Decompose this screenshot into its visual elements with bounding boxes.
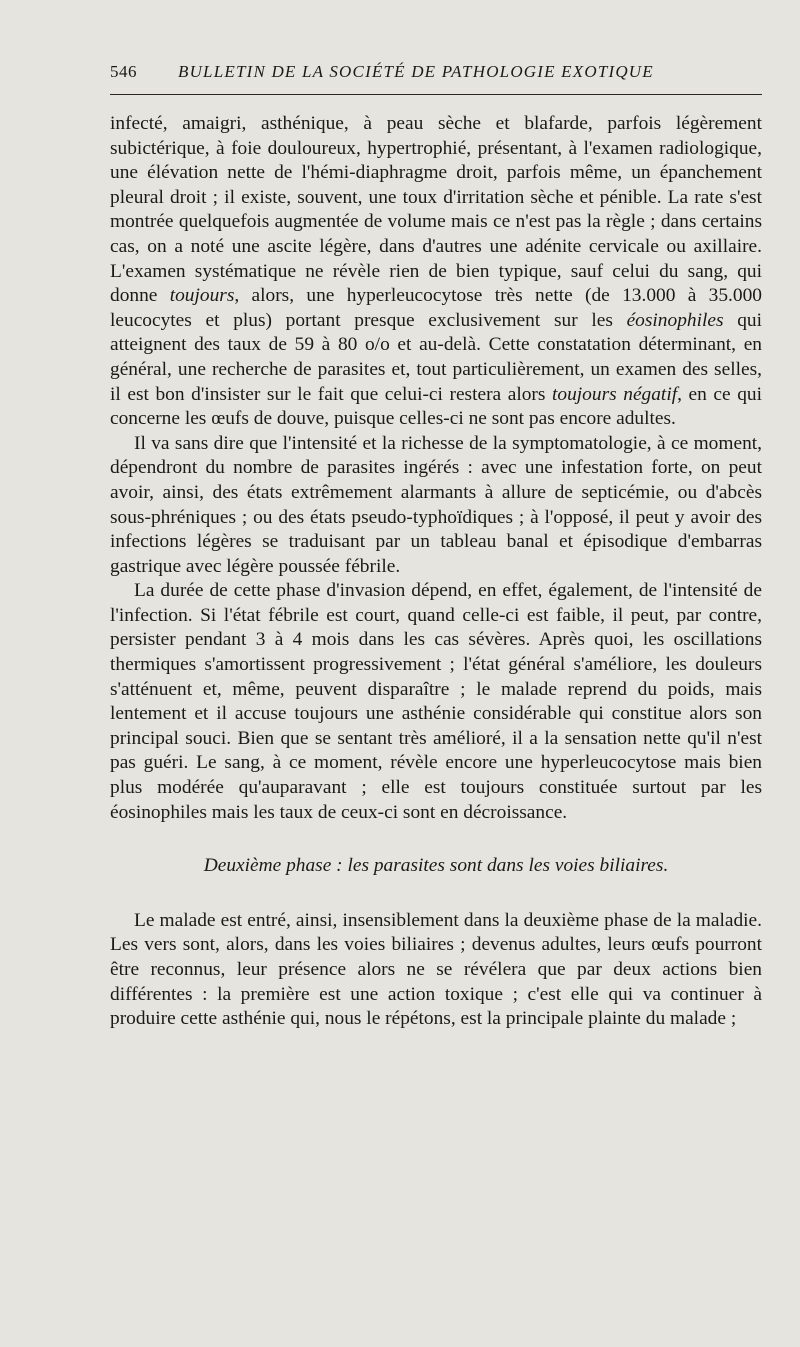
- paragraph-4: Le malade est entré, ainsi, insensiblement dans la deuxième phase de la maladie. Les vers sont, alors, dans les voies biliaires ; devenus adultes, leurs œufs pourront être reconnus, leur présence alors ne se révélera que par deux actions bien différentes : la première est une action toxique ; c'est elle qui va continuer à produire cette asthénie qui, nous le répétons, est la principale plainte du malade ;: [110, 909, 762, 1030]
- paragraph-2: Il va sans dire que l'intensité et la richesse de la symptomatologie, à ce moment, dépendront du nombre de parasites ingérés : avec une infestation forte, on peut avoir, ainsi, des états extrêmement alarmants à allure de septicémie, ou d'abcès sous-phréniques ; ou des états pseudo-typhoïdiques ; à l'opposé, il peut y avoir des infections légères se traduisant par un tableau banal et épisodique d'embarras gastrique avec légère poussée fébrile.: [110, 432, 762, 577]
- body-text: [110, 112, 762, 1032]
- header-rule: [110, 94, 762, 95]
- page-number: 546: [110, 62, 137, 81]
- section-heading: Deuxième phase : les parasites sont dans les voies biliaires.: [203, 855, 669, 877]
- emphasis-eosinophiles: éosinophiles: [626, 309, 724, 331]
- page-header: [110, 62, 765, 92]
- paragraph-3: La durée de cette phase d'invasion dépend, en effet, également, de l'intensité de l'infection. Si l'état fébrile est court, quand celle-ci est faible, il peut, par contre, persister pendant 3 à 4 mois dans les cas sévères. Après quoi, les oscillations thermiques s'amortissent progressivement ; l'état général s'améliore, les douleurs s'atténuent et, même, peuvent disparaître ; le malade reprend du poids, mais lentement et il accuse toujours une asthénie considérable qui constitue alors son principal souci. Bien que se sentant très amélioré, il a la sensation nette qu'il n'est pas guéri. Le sang, à ce moment, révèle encore une hyperleucocytose mais bien plus modérée qu'auparavant ; elle est toujours constituée surtout par les éosinophiles mais les taux de ceux-ci sont en décroissance.: [110, 580, 762, 823]
- running-title: BULLETIN DE LA SOCIÉTÉ DE PATHOLOGIE EXOTIQUE: [178, 62, 654, 81]
- paragraph-1-text-1: infecté, amaigri, asthénique, à peau sèche et blafarde, parfois légèrement subictérique, à foie douloureux, hypertrophié, présentant, à l'examen radiologique, une élévation nette de l'hémi-diaphragme droit, parfois même, un épanchement pleural droit ; il existe, souvent, une toux d'irritation sèche et pénible. La rate s'est montrée quelquefois augmentée de volume mais ce n'est pas la règle ; dans certains cas, on a noté une ascite légère, dans d'autres une adénite cervicale ou axillaire. L'examen systématique ne révèle rien de bien typique, sauf celui du sang, qui donne: [110, 113, 762, 307]
- emphasis-toujours: toujours: [169, 285, 235, 307]
- paragraph-1: [110, 112, 762, 432]
- paragraph-1-text-2: , alors, une hyperleucocytose très nette (de 13.000 à 35.000 leucocytes et plus) portant presque exclusivement sur les: [110, 285, 762, 331]
- paragraph-1-text-3: qui atteignent des taux de 59 à 80 o/o et au-delà. Cette constatation déterminant, en général, une recherche de parasites et, tout particulièrement, un examen des selles, il est bon d'insister sur le fait que celui-ci restera alors: [110, 309, 762, 405]
- emphasis-toujours-negatif: toujours négatif: [552, 383, 678, 405]
- paragraph-1-text-4: , en ce qui concerne les œufs de douve, puisque celles-ci ne sont pas encore adultes.: [110, 383, 762, 430]
